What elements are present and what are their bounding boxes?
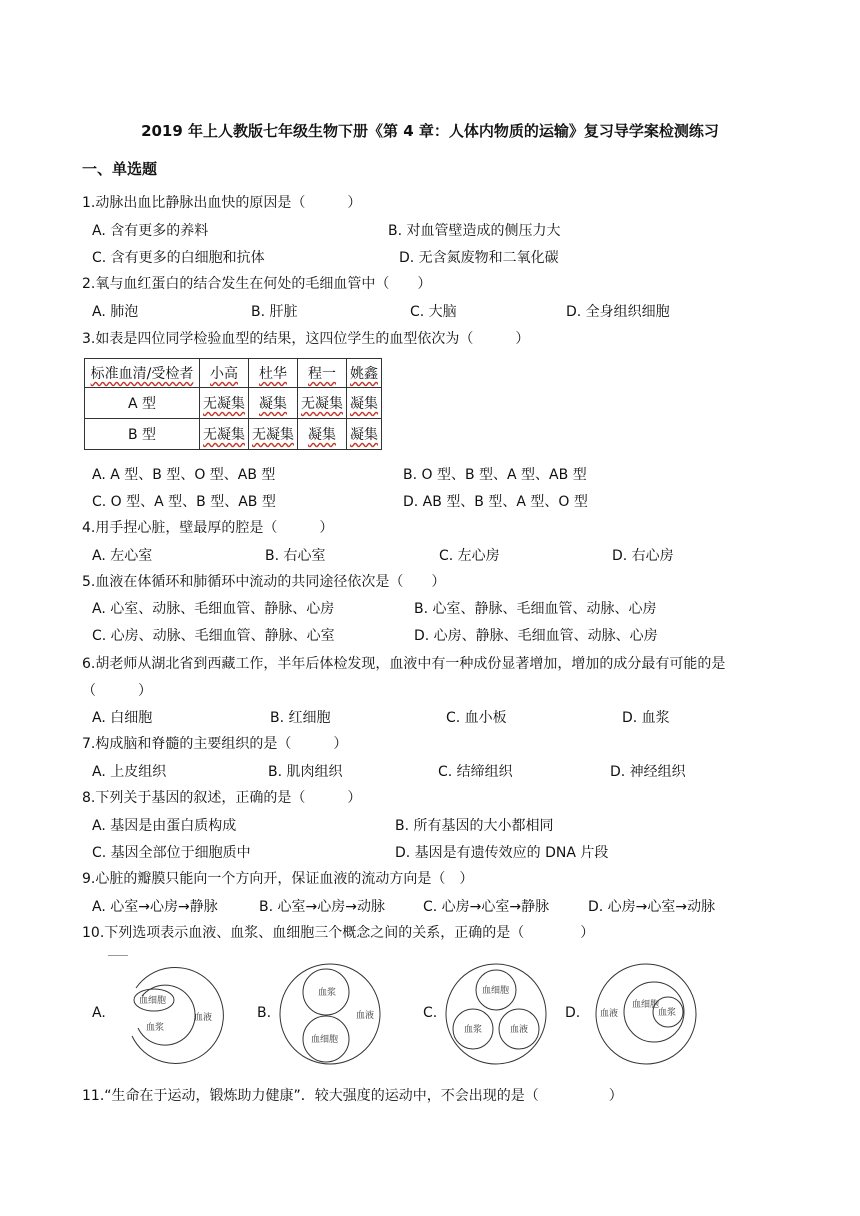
question-9-option-d[interactable]: D. 心房→心室→动脉 — [588, 899, 716, 915]
question-6-option-c[interactable]: C. 血小板 — [446, 710, 507, 726]
venn-d-cells-label: 血细胞 — [632, 1000, 660, 1010]
blood-type-table — [84, 358, 382, 450]
question-6-option-b[interactable]: B. 红细胞 — [270, 710, 331, 726]
question-5-option-c[interactable]: C. 心房、动脉、毛细血管、静脉、心室 — [92, 628, 335, 644]
question-2-option-b[interactable]: B. 肝脏 — [251, 304, 298, 320]
question-7-option-a[interactable]: A. 上皮组织 — [92, 764, 167, 780]
venn-c-blood-label: 血液 — [510, 1025, 529, 1035]
question-6-stem-continued: （ ） — [82, 683, 152, 699]
question-10-option-c[interactable]: C. — [423, 1005, 438, 1021]
venn-d-blood-label: 血液 — [600, 1009, 619, 1019]
venn-diagram-b[interactable] — [278, 960, 388, 1068]
question-4-option-a[interactable]: A. 左心室 — [92, 548, 153, 564]
venn-c-cells-label: 血细胞 — [482, 986, 510, 996]
question-2-option-c[interactable]: C. 大脑 — [410, 304, 457, 320]
question-2-option-a[interactable]: A. 肺泡 — [92, 304, 139, 320]
question-5-stem: 5.血液在体循环和肺循环中流动的共同途径依次是（ ） — [82, 574, 446, 590]
question-3-option-b[interactable]: B. O 型、B 型、A 型、AB 型 — [403, 467, 587, 483]
question-8-option-c[interactable]: C. 基因全部位于细胞质中 — [92, 845, 251, 861]
question-9-stem: 9.心脏的瓣膜只能向一个方向开，保证血液的流动方向是（ ） — [82, 871, 474, 887]
question-7-option-c[interactable]: C. 结缔组织 — [438, 764, 513, 780]
question-11-stem: 11.“生命在于运动，锻炼助力健康”．较大强度的运动中，不会出现的是（ ） — [82, 1088, 623, 1104]
table-cell: 无凝集 — [249, 419, 298, 450]
question-8-stem: 8.下列关于基因的叙述，正确的是（ ） — [82, 790, 362, 806]
question-7-option-b[interactable]: B. 肌肉组织 — [268, 764, 343, 780]
table-header-cell: 杜华 — [249, 359, 298, 388]
venn-a-blood-label: 血液 — [194, 1013, 213, 1023]
question-3-option-d[interactable]: D. AB 型、B 型、A 型、O 型 — [403, 494, 588, 510]
question-3-option-c[interactable]: C. O 型、A 型、B 型、AB 型 — [92, 494, 276, 510]
question-4-option-b[interactable]: B. 右心室 — [265, 548, 326, 564]
question-2-option-d[interactable]: D. 全身组织细胞 — [566, 304, 670, 320]
question-10-option-a[interactable]: A. — [92, 1005, 106, 1021]
question-9-option-b[interactable]: B. 心室→心房→动脉 — [259, 899, 385, 915]
document-title: 2019 年上人教版七年级生物下册《第 4 章：人体内物质的运输》复习导学案检测练习 — [141, 122, 719, 140]
table-header-cell: 小高 — [200, 359, 249, 388]
section-heading: 一、单选题 — [82, 160, 158, 178]
question-5-option-d[interactable]: D. 心房、静脉、毛细血管、动脉、心房 — [414, 628, 658, 644]
table-row-label: A 型 — [85, 388, 200, 419]
table-header-row — [85, 359, 382, 388]
question-10-option-d[interactable]: D. — [565, 1005, 581, 1021]
question-6-stem: 6.胡老师从湖北省到西藏工作，半年后体检发现，血液中有一种成份显著增加，增加的成分最有可能的是 — [82, 656, 726, 672]
table-header-cell: 标准血清/受检者 — [85, 359, 200, 388]
venn-a-cells-label: 血细胞 — [139, 996, 167, 1006]
table-cell: 无凝集 — [298, 388, 347, 419]
venn-b-plasma-label: 血浆 — [318, 988, 337, 998]
question-10-option-b[interactable]: B. — [257, 1005, 272, 1021]
question-10-stem: 10.下列选项表示血液、血浆、血细胞三个概念之间的关系，正确的是（ ） — [82, 925, 595, 941]
question-1-option-a[interactable]: A. 含有更多的养料 — [92, 223, 209, 239]
divider — [108, 955, 128, 956]
question-6-option-d[interactable]: D. 血浆 — [622, 710, 670, 726]
question-2-stem: 2.氧与血红蛋白的结合发生在何处的毛细血管中（ ） — [82, 276, 432, 292]
question-8-option-b[interactable]: B. 所有基因的大小都相同 — [395, 818, 554, 834]
venn-diagram-c[interactable] — [443, 960, 551, 1068]
table-header-cell: 姚鑫 — [347, 359, 382, 388]
venn-b-blood-label: 血液 — [356, 1011, 375, 1021]
question-5-option-b[interactable]: B. 心室、静脉、毛细血管、动脉、心房 — [414, 601, 657, 617]
table-header-cell: 程一 — [298, 359, 347, 388]
table-row — [85, 419, 382, 450]
venn-a-plasma-label: 血浆 — [146, 1023, 165, 1033]
question-4-option-c[interactable]: C. 左心房 — [439, 548, 500, 564]
question-9-option-c[interactable]: C. 心房→心室→静脉 — [423, 899, 550, 915]
question-1-stem: 1.动脉出血比静脉出血快的原因是（ ） — [82, 195, 362, 211]
venn-c-plasma-label: 血浆 — [464, 1025, 483, 1035]
question-1-option-d[interactable]: D. 无含氮废物和二氧化碳 — [399, 250, 559, 266]
table-cell: 凝集 — [347, 419, 382, 450]
table-row-label: B 型 — [85, 419, 200, 450]
question-1-option-c[interactable]: C. 含有更多的白细胞和抗体 — [92, 250, 265, 266]
question-6-option-a[interactable]: A. 白细胞 — [92, 710, 153, 726]
table-cell: 无凝集 — [200, 388, 249, 419]
venn-b-cells-label: 血细胞 — [311, 1035, 339, 1045]
table-cell: 凝集 — [249, 388, 298, 419]
question-5-option-a[interactable]: A. 心室、动脉、毛细血管、静脉、心房 — [92, 601, 335, 617]
table-row — [85, 388, 382, 419]
venn-d-plasma-label: 血浆 — [658, 1008, 677, 1018]
table-cell: 无凝集 — [200, 419, 249, 450]
question-3-stem: 3.如表是四位同学检验血型的结果，这四位学生的血型依次为（ ） — [82, 331, 530, 347]
question-1-option-b[interactable]: B. 对血管壁造成的侧压力大 — [388, 223, 561, 239]
table-cell: 凝集 — [347, 388, 382, 419]
table-cell: 凝集 — [298, 419, 347, 450]
venn-diagram-d[interactable] — [590, 960, 702, 1068]
question-4-option-d[interactable]: D. 右心房 — [612, 548, 674, 564]
question-8-option-d[interactable]: D. 基因是有遗传效应的 DNA 片段 — [395, 845, 609, 861]
venn-diagram-a[interactable] — [108, 960, 226, 1068]
question-9-option-a[interactable]: A. 心室→心房→静脉 — [92, 899, 218, 915]
question-7-stem: 7.构成脑和脊髓的主要组织的是（ ） — [82, 736, 348, 752]
question-7-option-d[interactable]: D. 神经组织 — [610, 764, 686, 780]
question-8-option-a[interactable]: A. 基因是由蛋白质构成 — [92, 818, 237, 834]
question-4-stem: 4.用手捏心脏，壁最厚的腔是（ ） — [82, 520, 334, 536]
question-3-option-a[interactable]: A. A 型、B 型、O 型、AB 型 — [92, 467, 276, 483]
